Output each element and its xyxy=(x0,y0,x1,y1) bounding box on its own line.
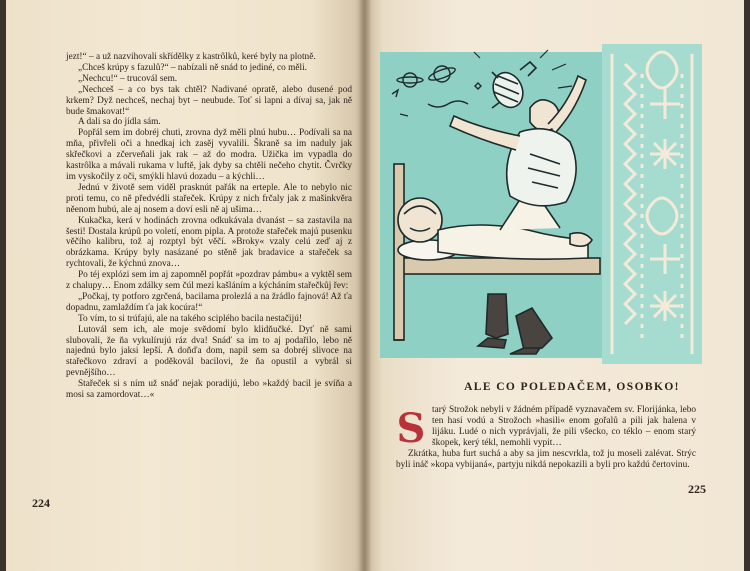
paragraph: „Počkaj, ty potforo zgrčená, bacilama prolezlá a na žrádlo fajnová! Až ťa dopadnu, zamlaždím ťa jak kocúra!“ xyxy=(66,291,352,313)
paragraph: Po téj explózi sem im aj zapomněl popřát »pozdrav pámbu« a vyktěl sem z chalupy… Enom zdálky sem čúl mezi kašláním a kýcháním stařečkůj řev: xyxy=(66,270,352,292)
page-number-left: 224 xyxy=(32,496,50,510)
drop-cap-space xyxy=(396,405,432,447)
page-number-right: 225 xyxy=(688,482,706,496)
drop-cap-letter: S xyxy=(396,406,426,450)
folk-ornament-strip xyxy=(602,44,702,364)
paragraph: To vím, to si trúfajú, ale na takého sciplého bacila nestačijú! xyxy=(78,313,302,324)
left-page-text xyxy=(66,52,352,401)
paragraph: „Nechceš – a co bys tak chtěl? Nadivané opratě, alebo dusené pod krkem? Dyž nechceš, nechaj byt – neubude. Toť si lapni a dívaj sa, jak ně bude šmakovat!“ xyxy=(66,84,352,117)
left-page xyxy=(6,0,364,571)
paragraph: „Nechcu!“ – trucovál sem. xyxy=(78,73,178,84)
book-gutter xyxy=(358,0,372,571)
paragraph: Lutovál sem ich, ale moje svědomí bylo klidňučké. Dyť ně sami slubovali, že ňa vykulírujú ráz dva! Snáď sa im to aj podařilo, lebo ně najednú bylo jaksi lepší. A doňďa dom, napil sem sa dobréj slivoce na stařečkovo zdraví a poděkovál bacilovi, že ňa opustil a vybrál si pevnějšího… xyxy=(66,324,352,379)
paragraph xyxy=(396,405,696,449)
paragraph: Zkrátka, huba furt suchá a aby sa jim nescvrkla, tož ju moseli zalévat. Strýc byli ináč »kopa vybijaná«, partyju nikdá nepokazili a byli pro každú čertovinu. xyxy=(396,448,696,470)
chapter-title: ALE CO POLEDAČEM, OSOBKO! xyxy=(464,381,680,393)
paragraph: Kukačka, kerá v hodinách zrovna odkukávala dvanást – sa zastavila na šesti! Dostala krúpů po voletí, enom pipla. A protože stařeček majú pusenku věčího kalibru, tož aj rozptyl být věčí. »Broky« vzaly celú zeď aj z obrázkama. Krúpy byly nasázané po stěně jak bradavice a stařeček sa rychtovali, že kýchnú znova… xyxy=(66,215,352,270)
paragraph: jezt!“ – a už nazvihovali skřídělky z kastrôlků, keré byly na plotně. xyxy=(66,52,316,62)
paragraph: Jednú v životě sem viděl prasknút pařák na erteple. Ale to nebylo nic proti temu, co ně předvédli stařeček. Krúpy z nich frčaly jak z mašinkvěra něenom hubú, ale aj nosem a doví esli ně aj ušima… xyxy=(66,182,352,215)
paragraph-text: tarý Strožok nebyli v žádném případě vyznavačem sv. Florijánka, lebo ten hasí vodú a Strožoch »hasili« enom gořalů a pili jak halena v lijáku. Ludé o nich vyprávjali, že pili všecko, co téklo – enom starý škopek, kerý tékl, nemohli vypit… xyxy=(432,405,696,448)
paragraph: Popřál sem im dobréj chuti, zrovna dyž měli plnú hubu… Podívali sa na mňa, přivřeli oči a hnedkaj ich zasěj vyvalili. Škraně sa im naduly jak skřečkovi a zčerveňali jak rak – až do modra. Užička im vypadla do kastrôlka a mávali rukama v luftě, jak dyby sa chtěli nečeho chytit. Čvrčky im vyskočily z oči, smýkli hlavú dozadu – a kýchli… xyxy=(66,128,352,182)
chapter-text xyxy=(396,405,696,470)
paragraph: „Chceš krúpy s fazulů?“ – nabízali ně snád to jediné, co měli. xyxy=(78,62,307,73)
paragraph: A dali sa do jídla sám. xyxy=(78,117,161,128)
paragraph: Stařeček si s ním už snáď nejak poradijú, lebo »každý bacil je svíňa a mosi sa zamordovat…« xyxy=(66,379,352,401)
illustration xyxy=(380,44,710,364)
